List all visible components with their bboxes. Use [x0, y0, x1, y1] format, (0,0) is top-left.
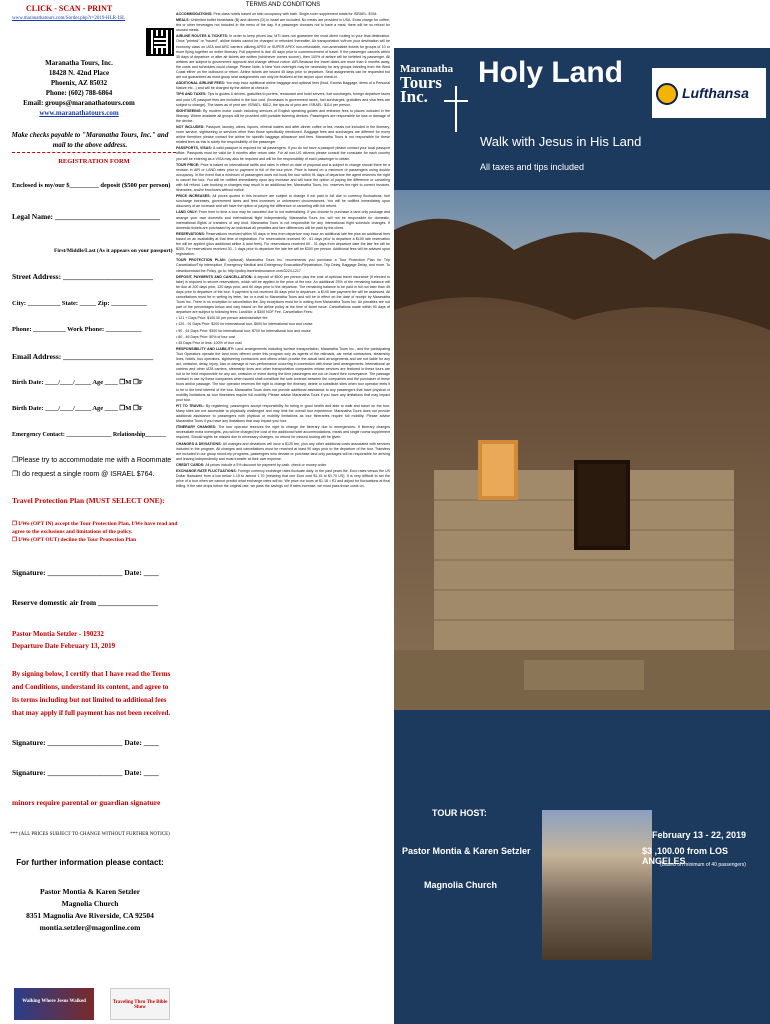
terms-heading: ADDITIONAL AIRLINE FEES: — [176, 81, 226, 86]
terms-text: Price is based on international tariffs and rates in effect on date of proposal and is subject to change should there be a revision in AIR or LAND rates prior to payment in full of the tour price. Price is based on a minimum of passengers using double occupancy. In the event that a minimum of passengers does not book the tour within 91 days of departure the agent reserves the right to cancel the tour. You will be notified immediately upon any increase and will have the option of paying the difference or canceling with full refund. Late booking or changes may result in an additional fee. Maranatha Tours, Inc. reserves the right to correct invoices, itineraries, and/or brochures without notice. — [176, 162, 390, 193]
registration-form — [12, 152, 176, 165]
company-name: Maranatha Tours, Inc. — [45, 59, 113, 67]
travel-protection-heading: Travel Protection Plan (MUST SELECT ONE): — [12, 496, 165, 505]
airline-name: Lufthansa — [682, 85, 749, 101]
company-website-link[interactable]: www.maranathatours.com — [39, 109, 119, 117]
traveling-thru-bible-show-logo: Traveling Thru The Bible Show — [110, 988, 170, 1020]
company-phone: Phone: (602) 788-6864 — [45, 89, 113, 97]
maranatha-logo: Maranatha Tours Inc. — [400, 63, 454, 106]
terms-heading: PRICE INCREASES: — [176, 194, 213, 199]
pastor-code: Pastor Montia Setzler - 190232 — [12, 630, 104, 638]
terms-paragraph — [176, 146, 390, 161]
email-address-field[interactable]: Email Address: ________________________ — [12, 352, 154, 361]
tour-price: $3 ,100.00 from LOS ANGELES — [642, 846, 729, 866]
price-basis: (Based on minimum of 40 passengers) — [660, 862, 746, 868]
terms-heading: LAND ONLY: — [176, 210, 199, 215]
terms-column — [176, 0, 390, 1024]
terms-heading: FIT TO TRAVEL: — [176, 403, 206, 408]
terms-paragraph — [176, 347, 390, 403]
terms-paragraph — [176, 258, 390, 273]
terms-text: • 90 - 61 Days Prior: $300 for international tour, $700 for International tour and cruise — [176, 328, 311, 333]
terms-paragraph — [176, 109, 390, 124]
contact-church: Magnolia Church — [61, 899, 119, 908]
opt-out-checkbox[interactable]: ❐ I/We (OPT OUT) decline the Tour Protection Plan — [12, 537, 137, 543]
terms-text: By registering, passengers accept responsibility for being in good health and able to walk and travel on the tour. Many sites are not accessible to physically challenged and may limit the overall tour experience. Maranatha Tours does not provide additional assistance to passengers with physical or mobility limitations as tour itineraries require full mobility. Please advise Maranatha Tours if you have any limitations that may impact your tour. — [176, 403, 390, 424]
registration-link[interactable]: www.maranathatours.com/Sorder.php?r=2019-HLR-ISL — [12, 16, 126, 21]
banner-subtitle: Walk with Jesus in His Land — [480, 134, 642, 149]
terms-paragraph — [176, 125, 390, 145]
terms-paragraph — [176, 194, 390, 209]
legal-name-field[interactable]: Legal Name: ____________________________ — [12, 212, 160, 221]
terms-paragraph — [176, 322, 390, 327]
terms-body — [176, 12, 390, 1022]
checks-payable-note: Make checks payable to "Maranatha Tours, Inc." and mail to the above address. — [11, 131, 169, 149]
terms-text: The tour operator reserves the right to change the itinerary due to emergencies. If itinerary changes necessitate extra overnights, you will be charged the cost of the additional hotel accommodations, meals and single rooms supplement required. Should sights be missed due to necessary changes, no refund for missed touring will be given. — [176, 425, 390, 440]
terms-paragraph — [176, 81, 390, 91]
terms-heading: CHANGES & DEVIATIONS: — [176, 441, 223, 446]
terms-text: All prices include a 5% discount for payment by cash, check or money order. — [205, 462, 327, 467]
terms-heading: EXCHANGE RATE FLUCTUATIONS: — [176, 468, 238, 473]
terms-paragraph — [176, 18, 390, 33]
partner-logos — [14, 988, 174, 1020]
city-state-zip-field[interactable]: City: __________ State: _____ Zip: ___________ — [12, 300, 147, 307]
terms-paragraph — [176, 335, 390, 340]
phone-field[interactable]: Phone: __________ Work Phone: ___________ — [12, 326, 142, 333]
terms-paragraph — [176, 404, 390, 424]
travel-protection-options — [12, 520, 178, 544]
certification-statement: By signing below, I certify that I have read the Terms and Conditions, understand its content, and agree to its terms including but not limited to additional fees that may apply if full payment has not been received. — [12, 670, 171, 717]
contact-heading: For further information please contact: — [16, 858, 164, 867]
signature-field-3[interactable]: Signature: ____________________ Date: ____ — [12, 768, 159, 777]
terms-heading: ACCOMMODATIONS: — [176, 12, 214, 16]
host-names: Pastor Montia & Karen Setzler — [402, 846, 531, 856]
banner-taxes-note: All taxes and tips included — [480, 162, 585, 172]
terms-paragraph — [176, 232, 390, 257]
price-disclaimer: *** (ALL PRICES SUBJECT TO CHANGE WITHOUT FURTHER NOTICE) — [10, 832, 170, 837]
terms-heading: CREDIT CARDS: — [176, 462, 206, 467]
name-hint: First/Middle/Last (As it appears on your passport) — [54, 248, 173, 254]
birth-date-field-1[interactable]: Birth Date: ____/____/_____ Age ____ ❐M ❐F — [12, 379, 143, 386]
terms-heading: PASSPORTS, VISAS: — [176, 146, 213, 151]
terms-paragraph — [176, 34, 390, 80]
birth-date-field-2[interactable]: Birth Date: ____/____/_____ Age ____ ❐M ❐F — [12, 405, 143, 412]
terms-text: By modern motor coach including services of English speaking guides and entrance fees to places included in the itinerary. Where available all groups will be provided with portable listening devices. Passengers are responsible for loss or damage of the device. — [176, 108, 390, 123]
garden-tomb-photo — [394, 190, 770, 710]
banner-title: Holy Land — [478, 56, 624, 89]
terms-paragraph — [176, 469, 390, 489]
terms-heading: TOUR PROTECTION PLAN: — [176, 258, 229, 263]
tour-host-panel — [394, 710, 770, 1024]
contact-name: Pastor Montia & Karen Setzler — [39, 887, 141, 896]
terms-paragraph — [176, 442, 390, 462]
signature-field-2[interactable]: Signature: ____________________ Date: ____ — [12, 738, 159, 747]
promo-column — [394, 48, 770, 1024]
terms-text: All changes and deviations will incur a $125 fee, plus any other additional costs associated with services included in the program. All changes and cancellations must be received at least 90 days prior to the departure of the tour. Transfers are included in our group round-trip programs, passengers who deviate or purchase land only packages will be responsible for arriving and leaving independently and must transfer at their own expense. — [176, 441, 390, 461]
terms-heading: AIRLINE ROUTES & TICKETS: — [176, 34, 230, 39]
terms-heading: DEPOSIT, PAYMENTS AND CANCELLATION: — [176, 274, 254, 279]
terms-paragraph — [176, 210, 390, 230]
reserve-air-field[interactable]: Reserve domestic air from ________________ — [12, 598, 158, 607]
deposit-field[interactable]: Enclosed is my/our $_________ deposit ($500 per person) — [12, 182, 171, 189]
terms-text: • 60 - 46 Days Prior: 50% of tour cost — [176, 334, 236, 339]
terms-text: Reservations received within 90 days or less from departure may incur an additional late fee plus an additional fees based on an availability at that time of registration. For reservations received 90 - 61 days prior to departure a $100 late reservation fee will be applied (plus additional airline & land fees). For reservations received 60 - 31 days from departure date the late fee will be $200. For reservations received 30 - 1 days prior to departure the late fee will be $300 per person. Additional fees will be advised upon registration. — [176, 231, 390, 257]
contact-address: 8351 Magnolia Ave Riverside, CA 92504 — [26, 911, 154, 920]
tour-host-label: TOUR HOST: — [432, 808, 487, 818]
company-street: 18428 N. 42nd Place — [48, 69, 110, 77]
terms-text: All prices quoted in this brochure are subject to change if not paid in full due to currency fluctuations, fuel surcharge increases, government taxes and fees increases or unforeseen circumstances. You will be notified immediately upon discovery of an increase and will have the option of paying the difference or canceling with full refund. — [176, 194, 390, 209]
terms-paragraph — [176, 12, 390, 17]
terms-text: You may incur additional airline baggage and optional fees (food, Excess Baggage, items of a Personal Nature etc...) and will be charged by the airline at check in. — [176, 81, 390, 91]
terms-paragraph — [176, 425, 390, 440]
garden-tomb-illustration — [394, 190, 770, 710]
group-photo — [542, 810, 652, 960]
terms-heading: NOT INCLUDED: — [176, 124, 206, 129]
terms-text: A valid passport is required for all passengers. If you do not have a passport please contact your local passport office. Passports must be valid for 6 months after return date. For all non-US citizens please consult the consulate for each country you will be entering as a VISA may also be required and will be the responsibility of each passenger to obtain. — [176, 146, 390, 161]
opt-in-checkbox[interactable]: ❐ I/We (OPT IN) accept the Tour Protection Plan, I/We have read and agree to the exclusions and limitations of the policy. — [12, 521, 178, 535]
terms-heading: RESPONSIBILITY AND LIABILITY: — [176, 346, 236, 351]
terms-text: • 120 - 91 Days Prior: $200 for international tour, $600 for international tour and cruise — [176, 322, 313, 327]
terms-paragraph — [176, 341, 390, 346]
terms-text: In order to keep prices low, MTI does not guarantee the most direct routing to your final destination. Once "printed" or "issued", airline tickets cannot be changed or refunded thereafter. Air transportation to/from your destination will be economy class on IATA and ARC carriers utilizing APEX or SUPER APEX non-refundable, non-amendable tickets for groups of 10 or more flying together on entire itinerary. Full payment is due 45 days prior to commencement of travel. If the passenger cancels within 35 days of departure or after air tickets are written (whichever comes sooner), then 100% of airfare will be forfeited by passenger. All airfares are subject to government approval and change without notice. AIR-Because the travel dates are more than 6 months away, the costs and schedules could change. Please Note: A New York overnight may be necessary for any groups traveling from the West Coast either on the outbound or return. Airline tickets are issued 45 days prior to departure. Seat assignments can be requested but are not guaranteed as most group seat assignments can only be finalized at the airport upon check-in. — [176, 34, 390, 80]
terms-paragraph — [176, 329, 390, 334]
crane-icon — [656, 83, 678, 105]
terms-paragraph — [176, 316, 390, 321]
terms-heading: RESERVATIONS: — [176, 231, 207, 236]
cross-icon — [444, 86, 468, 132]
terms-heading: ITINERARY CHANGES: — [176, 425, 219, 430]
title-banner — [394, 48, 770, 190]
terms-text: Foreign currency exchange rates fluctuate daily. In the past years the, Euro rates versus the US Dollar fluctuated from a low below 1.15 to almost 1.70 (meaning that one Euro cost $1.15 to $1.70 US). It is very difficult to set the price of a tour when we cannot predict what exchange rates will do. We price our tours at $1.18 = €1 and adjust for fluctuations at final billing. If the rate drops below the original rate, we pass the savings on! If rates increase, we must pass those costs on. — [176, 468, 390, 489]
terms-text: Tips to guides & drivers, gratuities to porters, restaurant and hotel servers, fuel surcharges, foreign departure taxes and your US passport fees are included in the tour cost. (Increases in government taxes, fuel surcharges, gratuities and visa fees are subject to change). The taxes as of print are: ISRAEL: $812, the tips as of print are: ISRAEL: $114 per person. — [176, 92, 390, 107]
terms-heading: TIPS AND TAXES: — [176, 92, 208, 97]
form-title: REGISTRATION FORM — [58, 158, 130, 165]
signature-field-1[interactable]: Signature: ____________________ Date: ____ — [12, 568, 159, 577]
terms-paragraph — [176, 463, 390, 468]
company-email: Email: groups@maranathatours.com — [23, 99, 135, 107]
terms-title: TERMS AND CONDITIONS — [245, 2, 321, 8]
terms-text: • 121 + Days Prior: $100.00 per person administrative fee — [176, 316, 268, 321]
walking-where-jesus-walked-logo: Walking Where Jesus Walked — [14, 988, 94, 1020]
host-church: Magnolia Church — [424, 880, 498, 890]
single-room-checkbox[interactable]: ❐I do request a single room @ ISRAEL $764. — [12, 471, 155, 478]
terms-paragraph — [176, 275, 390, 316]
terms-heading: TOUR PRICE: — [176, 162, 201, 167]
emergency-contact-field[interactable]: Emergency Contact: _______________ Relationship_______ — [12, 432, 167, 438]
terms-heading: MEALS: — [176, 18, 191, 23]
terms-text: Unlimited buffet breakfasts (B) and dinners (D) in Israel are included. No meals are provided in USA. Extra charge for coffee, tea or other beverages not included in the menu of the day. If a passenger chooses not to have a meal, there will be no refund for unused meals. — [176, 18, 390, 33]
terms-text: First class hotels based on twin occupancy with bath. Single-room supplement totals for ISRAEL: $764. — [213, 12, 378, 16]
terms-text: • 45 Days Prior or less: 100% of tour cost — [176, 340, 242, 345]
terms-paragraph — [176, 92, 390, 107]
airline-logo — [652, 68, 766, 118]
company-address — [14, 58, 144, 118]
terms-text: Land arrangements including surface transportation, Maranatha Tours Inc., and the participating Tour Operators operate the land tours offered under this program only as agents of the railroads, car rental contractors, steamship lines, hotels, bus operators, sightseeing contractors and others which provide the actual land arrangements and are not liable for any act, omission, delay, injury, loss or damage or non-performance occurring in connection with these land arrangements. International air carriers and other IATA carriers, steamship lines and other transportation companies whose services are featured in these tours are not to be held responsible for any act, omission or event during the time passengers are not on board their conveyance. The passage contract in use by these companies when issued shall constitute the sole contract between the companies and the purchaser of these tours and/or passage. The tour operator reserves the right to change the itinerary, delete or substitute sites when tour operator feels it to be in the best interest of the tour. Maranatha Tours does not provide additional assistance to any passengers that have physical or mobility limitations as tour itineraries require full mobility. Please advise Maranatha Tours if you have any limitations that may impact your tour. — [176, 346, 390, 402]
click-scan-print: CLICK - SCAN - PRINT — [26, 4, 113, 13]
terms-text: From time to time a tour may be canceled due to not materializing. If you choose to purchase a land only package and arrange your own domestic and international flight independently, Maranatha Tours Inc. will not be responsible for domestic, international flights or transfers of any kind. Maranatha Tours is not responsible for any International flight schedule changes. If domestic tickets are purchased by an individual all penalties and fare differences will be paid by the client. — [176, 210, 390, 230]
contact-info — [8, 886, 172, 934]
contact-email[interactable]: montia.setzler@magonline.com — [39, 923, 141, 932]
terms-paragraph — [176, 163, 390, 194]
group-code — [12, 628, 115, 652]
terms-heading: SIGHTSEEING: — [176, 108, 204, 113]
company-city: Phoenix, AZ 85032 — [50, 79, 108, 87]
terms-text: A deposit of $500 per person plus the cost of optional travel insurance (if elected to take) is required to secure reservations, which will be applied to the price of the tour. An additional 25% of the remaining balance will be due at 200 days prior, 120 days prior, and 60 days prior to the departure. The remaining balance to be paid in full not later than 45 days prior to departure of the tour. If payment is not received 45 days prior to departure, a $100 late payment fee will be assessed. All cancellations must be in writing by letter, fax or e-mail to Maranatha Tours and will be in effect on the date of receipt by Maranatha Tours Inc. There is no exception to cancellation fee. Any exceptions must be in writing from Maranatha Tours Inc. Air penalties are not part of the percentages below and vary based on the airline policy at the time of ticket issue. Cancellations made within 90 days of departure are subject to following fees: Land/Air: a $300 NOF Fee. Cancellation Fees: — [176, 274, 390, 315]
qr-code-icon[interactable] — [146, 28, 174, 56]
departure-date: Departure Date February 13, 2019 — [12, 642, 116, 650]
street-address-field[interactable]: Street Address: ________________________ — [12, 272, 153, 281]
roommate-checkbox[interactable]: ❐Please try to accommodate me with a Roommate — [12, 457, 172, 464]
registration-column — [8, 0, 178, 1024]
tour-dates: February 13 - 22, 2019 — [652, 830, 747, 840]
minors-note: minors require parental or guardian signature — [12, 798, 161, 807]
terms-text: (optional) Maranatha Tours Inc. recommends you purchase a Tour Protection Plan for Trip Cancellation/Trip Interruption, Emergency Medical and Emergency Evacuation/Repatriation, Trip Delay, Baggage Delay, and more. To view/download the Policy, go to: http://policy.travelexinsurance.com/3224-1217 — [176, 258, 390, 273]
terms-text: Passport, laundry, wines, liquors, mineral waters and after-dinner coffee or tea, meals not included in the itinerary, room service, sightseeing or services other than those specifically mentioned. Baggage fees and surcharges are different for every airline therefore please contact the airline for specific baggage allowance and fees. Maranatha Tours is not responsible for these related fees as this is solely the responsibility of the passenger. — [176, 124, 390, 145]
